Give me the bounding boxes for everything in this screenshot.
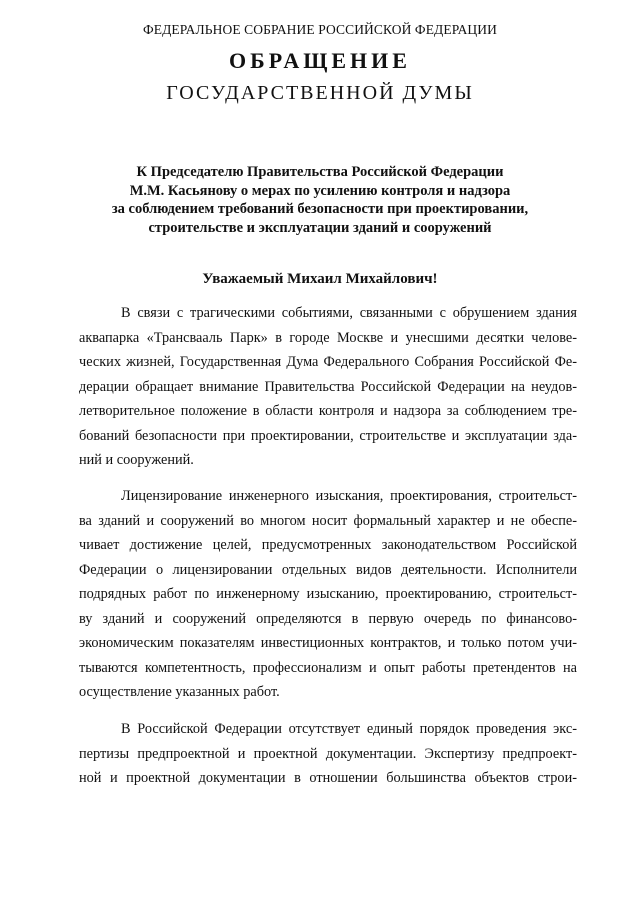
document-title: ОБРАЩЕНИЕ	[229, 48, 411, 73]
text-line: В связи с трагическими событиями, связанными с обрушением здания	[121, 305, 577, 321]
organization-header: ФЕДЕРАЛЬНОЕ СОБРАНИЕ РОССИЙСКОЙ ФЕДЕРАЦИИ	[143, 22, 497, 37]
text-line: осуществление указанных работ.	[79, 684, 280, 700]
text-line: пертизы предпроектной и проектной документации. Экспертизу предпроект-	[79, 745, 577, 762]
paragraph-3	[79, 717, 577, 791]
text-line: Федерации о лицензировании отдельных видов деятельности. Исполнители	[79, 561, 577, 578]
address-heading	[60, 163, 580, 237]
text-line: ной и проектной документации в отношении большинства объектов строи-	[79, 770, 577, 786]
text-line: ва зданий и сооружений во многом носит формальный характер и не обеспе-	[79, 512, 577, 529]
text-line: экономическим показателям инвестиционных контрактов, и только потом учи-	[79, 635, 577, 651]
text-line: дерации обращает внимание Правительства Российской Федерации на неудов-	[79, 378, 577, 395]
document-subtitle: ГОСУДАРСТВЕННОЙ ДУМЫ	[166, 82, 474, 104]
text-line: ческих жизней, Государственная Дума Федерального Собрания Российской Фе-	[79, 354, 577, 370]
paragraph-2	[79, 484, 577, 705]
text-line: чивает достижение целей, предусмотренных законодательством Российской	[79, 537, 577, 553]
text-line: тываются компетентность, профессионализм и опыт работы претендентов на	[79, 659, 577, 676]
text-line: Лицензирование инженерного изыскания, проектирования, строительст-	[121, 488, 577, 504]
text-line: бований безопасности при проектировании, строительстве и эксплуатации зда-	[79, 427, 577, 444]
salutation: Уважаемый Михаил Михайлович!	[202, 271, 438, 287]
text-line: ний и сооружений.	[79, 452, 194, 468]
heading-line: за соблюдением требований безопасности при проектировании,	[111, 201, 529, 217]
heading-line: К Председателю Правительства Российской Федерации	[136, 164, 504, 180]
text-line: В Российской Федерации отсутствует единый порядок проведения экс-	[121, 721, 577, 737]
heading-line: строительстве и эксплуатации зданий и сооружений	[148, 219, 492, 236]
paragraph-1	[79, 301, 577, 473]
heading-line: М.М. Касьянову о мерах по усилению контроля и надзора	[129, 182, 511, 199]
text-line: аквапарка «Трансвааль Парк» в городе Москве и унесшими десятки челове-	[79, 329, 577, 346]
text-line: летворительное положение в области контроля и надзора за соблюдением тре-	[79, 403, 577, 419]
text-line: подрядных работ по инженерному изысканию, проектированию, строительст-	[79, 586, 577, 602]
text-line: ву зданий и сооружений определяются в первую очередь по финансово-	[79, 610, 577, 627]
